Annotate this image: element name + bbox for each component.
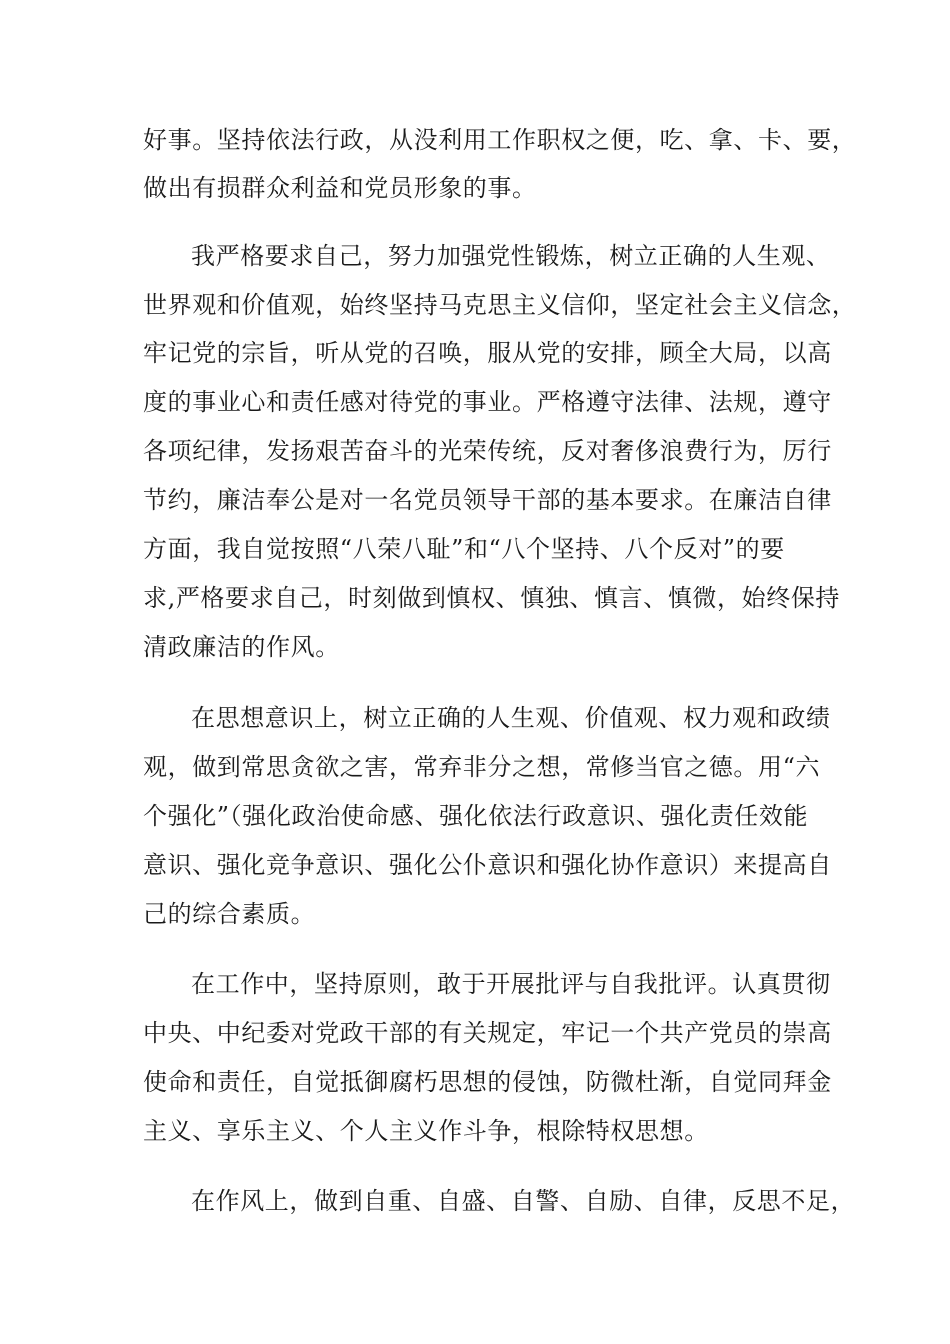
text-line: 清政廉洁的作风。 <box>143 633 340 661</box>
text-line: 中央、中纪委对党政干部的有关规定，牢记一个共产党员的崇高 <box>143 1019 832 1047</box>
text-line: 度的事业心和责任感对待党的事业。严格遵守法律、法规，遵守 <box>143 388 832 416</box>
paragraph-start-line: 在工作中，坚持原则，敢于开展批评与自我批评。认真贯彻 <box>191 970 831 998</box>
text-line: 主义、享乐主义、个人主义作斗争，根除特权思想。 <box>143 1117 709 1145</box>
text-line: 牢记党的宗旨，听从党的召唤，服从党的安排，顾全大局，以高 <box>143 339 832 367</box>
text-line: 求,严格要求自己，时刻做到慎权、慎独、慎言、慎微，始终保持 <box>143 584 841 612</box>
paragraph-start-line: 在思想意识上，树立正确的人生观、价值观、权力观和政绩 <box>191 704 831 732</box>
text-line: 世界观和价值观，始终坚持马克思主义信仰，坚定社会主义信念， <box>143 291 857 319</box>
text-line: 方面，我自觉按照“八荣八耻”和“八个坚持、八个反对”的要 <box>143 535 785 563</box>
text-line: 己的综合素质。 <box>143 900 316 928</box>
text-line: 各项纪律，发扬艰苦奋斗的光荣传统，反对奢侈浪费行为，厉行 <box>143 437 832 465</box>
text-line: 好事。坚持依法行政，从没利用工作职权之便，吃、拿、卡、要， <box>143 126 857 154</box>
text-line: 观，做到常思贪欲之害，常弃非分之想，常修当官之德。用“六 <box>143 753 821 781</box>
paragraph-start-line: 我严格要求自己，努力加强党性锻炼，树立正确的人生观、 <box>191 242 831 270</box>
text-line: 个强化”（强化政治使命感、强化依法行政意识、强化责任效能 <box>143 802 809 830</box>
paragraph-start-line: 在作风上，做到自重、自盛、自警、自励、自律，反思不足， <box>191 1187 856 1215</box>
text-line: 节约，廉洁奉公是对一名党员领导干部的基本要求。在廉洁自律 <box>143 486 832 514</box>
text-line: 做出有损群众利益和党员形象的事。 <box>143 174 537 202</box>
text-line: 使命和责任，自觉抵御腐朽思想的侵蚀，防微杜渐，自觉同拜金 <box>143 1068 832 1096</box>
text-line: 意识、强化竞争意识、强化公仆意识和强化协作意识）来提高自 <box>143 851 832 879</box>
